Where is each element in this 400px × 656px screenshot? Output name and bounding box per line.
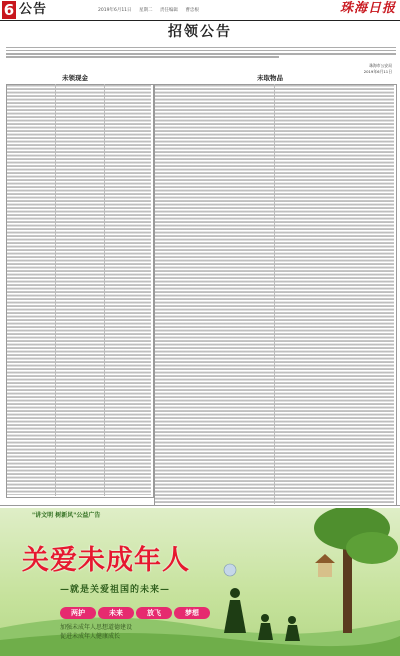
birdhouse-icon <box>318 563 332 577</box>
child-silhouette-icon <box>261 614 269 622</box>
page-number: 6 <box>3 1 15 19</box>
notice-intro-text <box>6 45 396 59</box>
goods-column-title: 未取物品 <box>257 74 283 82</box>
issue-weekday: 星期二 <box>138 8 153 13</box>
public-service-ad <box>0 508 400 656</box>
designer-name: 曹忠根 <box>185 8 199 13</box>
newspaper-logo: 珠海日报 <box>339 1 396 16</box>
ad-pill: 放飞 <box>136 607 172 619</box>
editor-label: 责任编辑 <box>159 8 178 13</box>
ad-pill: 梦想 <box>174 607 210 619</box>
cash-table-col-3 <box>105 85 151 495</box>
signature-org: 珠海市公安局 <box>369 63 392 68</box>
signature-date: 2019年6月11日 <box>363 68 392 74</box>
cash-divider <box>55 84 56 496</box>
masthead <box>0 0 400 20</box>
masthead-rule <box>0 20 400 21</box>
ad-pill: 两护 <box>60 607 96 619</box>
goods-table-col-2 <box>275 85 394 503</box>
goods-table-col-1 <box>155 85 274 503</box>
notice-signature <box>322 63 392 74</box>
ad-pill: 未来 <box>98 607 134 619</box>
balloon-icon <box>224 564 236 576</box>
issue-meta <box>98 7 205 13</box>
cash-table-col-1 <box>7 85 55 495</box>
section-title: 公告 <box>19 2 48 17</box>
child-silhouette-icon <box>288 616 296 624</box>
ad-campaign-tag: "讲文明 树新风"公益广告 <box>32 512 101 519</box>
goods-divider <box>274 84 275 504</box>
adult-silhouette-icon <box>230 588 240 598</box>
cash-table-col-2 <box>56 85 104 495</box>
issue-date: 2019年6月11日 <box>98 8 132 13</box>
ad-title: 关爱未成年人 <box>22 545 190 576</box>
ad-separator <box>0 505 400 506</box>
notice-title: 招领公告 <box>168 24 232 40</box>
ad-subtitle: —就是关爱祖国的未来— <box>60 585 171 595</box>
cash-column-title: 未领现金 <box>62 74 88 82</box>
cash-divider <box>104 84 105 496</box>
ad-slogan-line-1: 加强未成年人思想道德建设 <box>60 624 133 631</box>
ad-slogan-line-2: 促进未成年人健康成长 <box>60 633 121 640</box>
